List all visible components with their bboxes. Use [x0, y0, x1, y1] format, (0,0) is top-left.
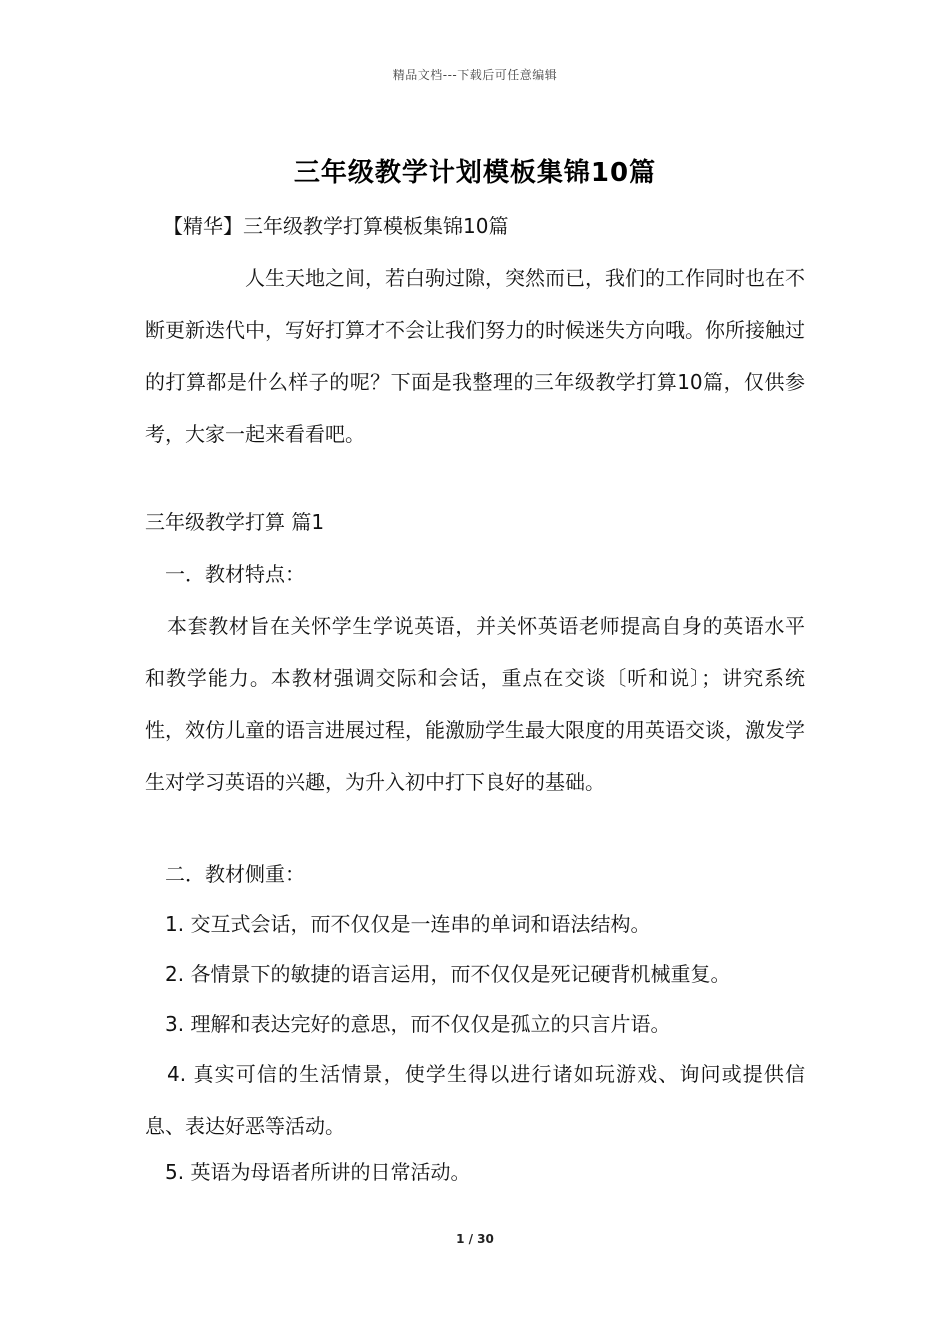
list-item: 2. 各情景下的敏捷的语言运用，而不仅仅是死记硬背机械重复。: [165, 962, 731, 986]
list-item: 4. 真实可信的生活情景，使学生得以进行诸如玩游戏、询问或提供信息、表达好恶等活动。: [145, 1062, 805, 1138]
document-title: 三年级教学计划模板集锦10篇: [293, 158, 657, 188]
intro-paragraph: 人生天地之间，若白驹过隙，突然而已，我们的工作同时也在不断更新迭代中，写好打算才不会让我们努力的时候迷失方向哦。你所接触过的打算都是什么样子的呢？下面是我整理的三年级教学打算10篇，仅供参考，大家一起来看看吧。: [145, 266, 805, 446]
heading-textbook-features: 一．教材特点：: [165, 562, 305, 586]
list-item: 3. 理解和表达完好的意思，而不仅仅是孤立的只言片语。: [165, 1012, 671, 1036]
heading-textbook-focus: 二．教材侧重：: [165, 862, 305, 886]
document-subtitle: 【精华】三年级教学打算模板集锦10篇: [163, 214, 509, 238]
list-item: 1. 交互式会话，而不仅仅是一连串的单词和语法结构。: [165, 912, 651, 936]
section-heading: 三年级教学打算 篇1: [145, 510, 325, 534]
textbook-features-paragraph: 本套教材旨在关怀学生学说英语，并关怀英语老师提高自身的英语水平和教学能力。本教材强调交际和会话，重点在交谈〔听和说〕；讲究系统性，效仿儿童的语言进展过程，能激励学生最大限度的用英语交谈，激发学生对学习英语的兴趣，为升入初中打下良好的基础。: [145, 614, 805, 794]
page-number: 1 / 30: [456, 1232, 494, 1246]
list-item: 5. 英语为母语者所讲的日常活动。: [165, 1160, 471, 1184]
header-note: 精品文档---下载后可任意编辑: [392, 68, 558, 82]
